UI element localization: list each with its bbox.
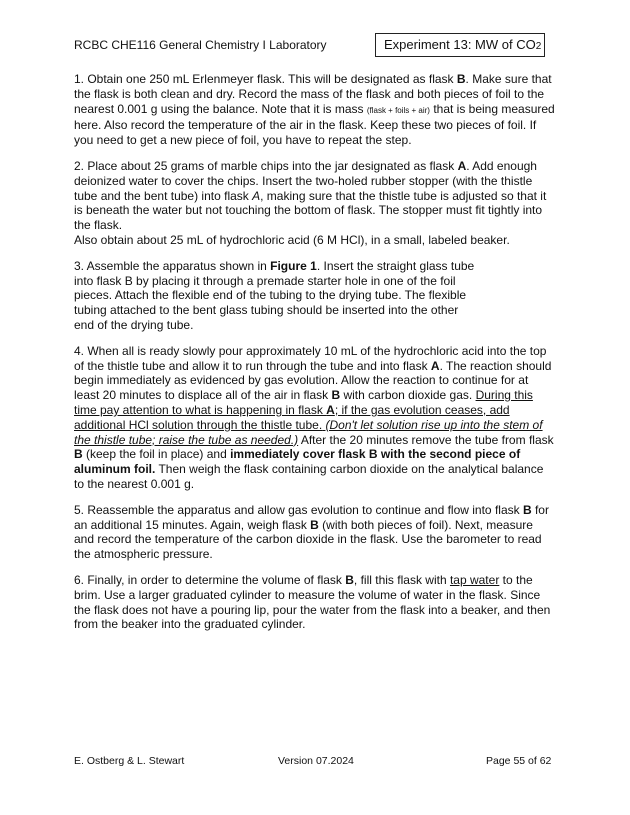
step-4-flask-b-2: B [74, 447, 83, 462]
step-6-flask-b: B [345, 572, 354, 587]
step-6-text: 6. Finally, in order to determine the volume of flask [74, 572, 346, 587]
step-2-flask-a: A [457, 158, 467, 173]
step-4-flask-b: B [331, 388, 341, 403]
step-3-text: 3. Assemble the apparatus shown in [74, 258, 271, 273]
step-5-text-3: (with both pieces of foil). Next, measure and record the temperature of the carbon dioxide in the flask. Use the barometer to read the atmospheric pressure. [74, 517, 542, 562]
step-4-text-2: . The reaction should begin immediately as evidenced by gas evolution. Allow the reaction to continue for at least 20 minutes to displace all of the air in flask [74, 358, 552, 403]
step-2-hcl-note [74, 233, 556, 248]
course-title: RCBC CHE116 General Chemistry I Laboratory [74, 38, 327, 52]
step-1 [74, 72, 556, 148]
experiment-title-box [375, 33, 545, 57]
step-2-text: 2. Place about 25 grams of marble chips into the jar designated as flask [74, 158, 458, 173]
step-4-warning-flask-a: A [326, 402, 335, 417]
step-4-text-6: Then weigh the flask containing carbon dioxide on the analytical balance to the nearest 0.001 g. [74, 462, 544, 491]
experiment-title: Experiment 13: MW of CO [384, 37, 536, 52]
step-4-flask-a: A [430, 358, 440, 373]
step-1-mass-note: (flask + foils + air) [366, 105, 430, 115]
experiment-title-subscript: 2 [535, 41, 542, 52]
step-1-flask-b: B [456, 72, 466, 86]
step-5 [74, 503, 556, 562]
step-4-text: 4. When all is ready slowly pour approximately 10 mL of the hydrochloric acid into the top of the thistle tube and allow it to run through the tube and into flask [74, 343, 547, 373]
step-5-text-2: for an additional 15 minutes. Again, weigh flask [74, 502, 549, 532]
footer-authors: E. Ostberg & L. Stewart [74, 755, 185, 767]
step-1-text-2: . Make sure that the flask is both clean and dry. Record the mass of the flask and both pieces of foil to the nearest 0.001 g using the balance. Note that it is mass [74, 72, 552, 116]
step-5-flask-b: B [522, 502, 532, 517]
footer-page-number: Page 55 of 62 [486, 755, 552, 767]
step-4-warning-text: During this time pay attention to what is happening in flask [74, 388, 533, 417]
footer-version: Version 07.2024 [278, 755, 354, 767]
step-4-warning-italic: (Don't let solution rise up into the stem of the thistle tube; raise the tube as needed.) [74, 417, 543, 447]
step-2-text-3: , making sure that the thistle tube is adjusted so that it is beneath the water but not touching the bottom of flask. The stopper must fit tightly into the flask. [74, 188, 547, 233]
step-1-text-3: that is being measured here. Also record the temperature of the air in the flask. Keep these two pieces of foil. If you need to get a new piece of foil, you have to repeat the step. [74, 101, 555, 148]
step-2-text-4: Also obtain about 25 mL of hydrochloric acid (6 M HCl), in a small, labeled beaker. [74, 232, 510, 247]
step-6-text-3: to the brim. Use a larger graduated cylinder to measure the volume of water in the flask. Since the flask does not have a pouring lip, pour the water from the flask into a beaker, and then from the beaker into the graduated cylinder. [74, 572, 551, 632]
step-4-cover-instruction: immediately cover flask B with the second piece of aluminum foil. [74, 447, 521, 477]
step-6-text-2: , fill this flask with [353, 572, 450, 587]
step-5-text: 5. Reassemble the apparatus and allow gas evolution to continue and flow into flask [74, 502, 523, 517]
step-3-figure-ref: Figure 1 [270, 258, 317, 273]
step-4-text-5: (keep the foil in place) and [82, 447, 231, 462]
step-4-text-4: After the 20 minutes remove the tube from flask [298, 432, 554, 447]
step-5-flask-b-2: B [310, 517, 319, 532]
step-4 [74, 344, 556, 492]
step-3 [74, 259, 479, 333]
procedure-steps [74, 72, 556, 643]
step-1-text: 1. Obtain one 250 mL Erlenmeyer flask. This will be designated as flask [74, 72, 457, 86]
step-6 [74, 573, 556, 632]
step-2 [74, 159, 556, 233]
step-2-flask-a-italic: A [252, 188, 261, 203]
step-2-text-2: . Add enough deionized water to cover the chips. Insert the two-holed rubber stopper (with the thistle tube and the bent tube) into flask [74, 158, 537, 203]
step-3-text-2: . Insert the straight glass tube into flask B by placing it through a premade starter hole in one of the foil pieces. Attach the flexible end of the tubing to the drying tube. The flexible tubing attached to the bent glass tubing should be inserted into the other end of the drying tube. [74, 258, 475, 332]
step-4-text-3: with carbon dioxide gas. [340, 388, 476, 403]
step-4-warning-text-2: ; if the gas evolution ceases, add additional HCl solution through the thistle tube. [74, 402, 510, 432]
step-6-tap-water: tap water [449, 572, 500, 587]
